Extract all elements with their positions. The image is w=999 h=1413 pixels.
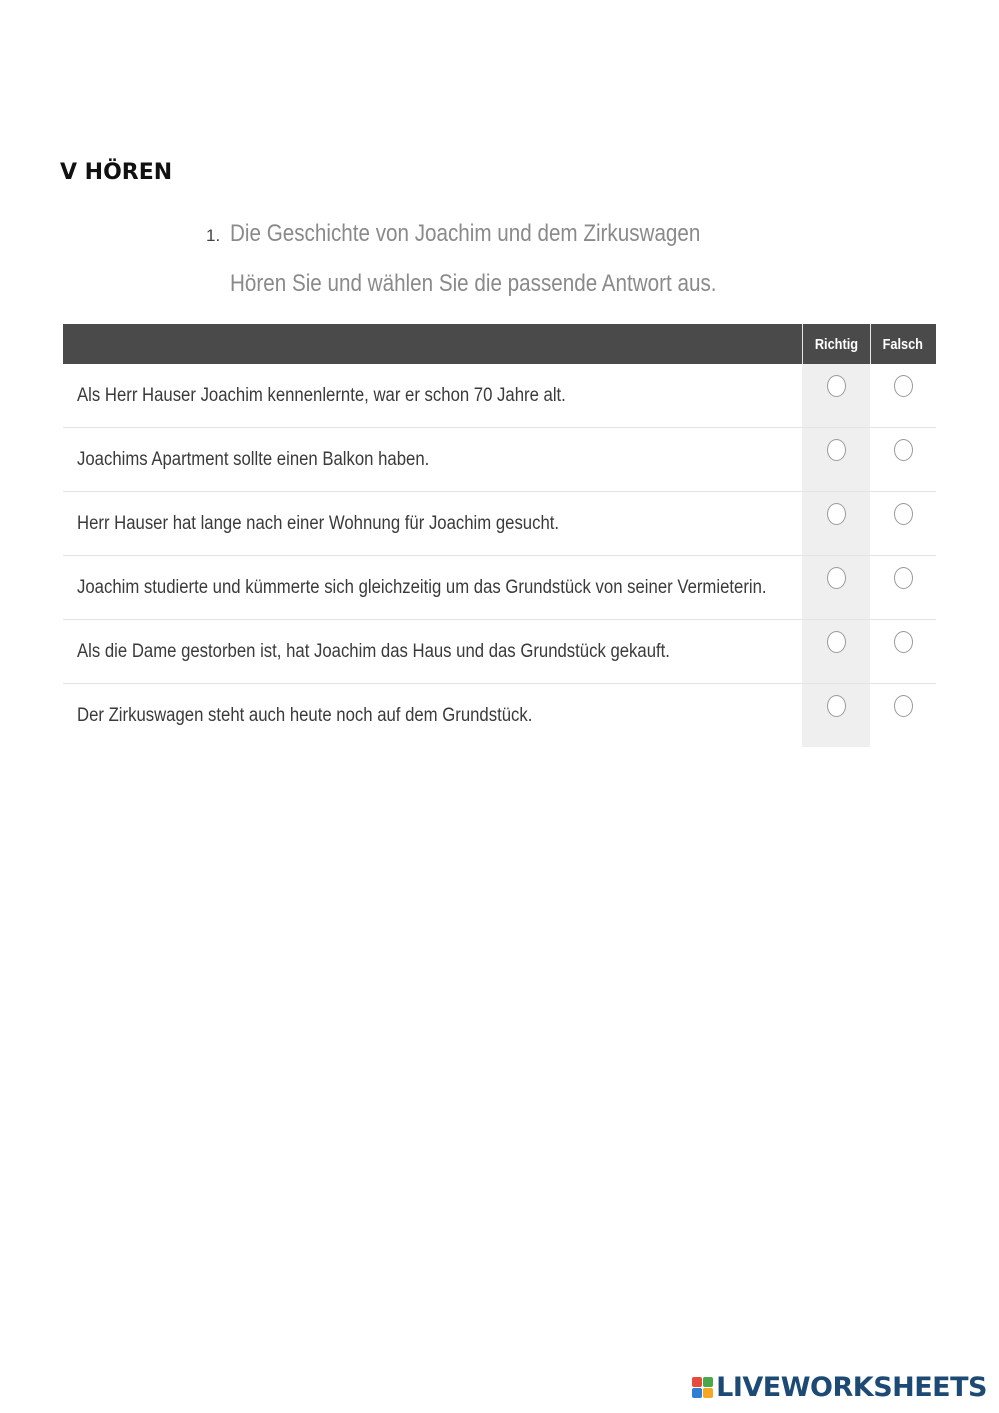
falsch-radio[interactable]: [894, 439, 913, 461]
logo-square: [703, 1377, 713, 1387]
liveworksheets-logo: [692, 1372, 987, 1403]
question-text: Joachims Apartment sollte einen Balkon haben.: [77, 448, 430, 470]
falsch-radio[interactable]: [894, 503, 913, 525]
richtig-radio[interactable]: [827, 375, 846, 397]
falsch-radio[interactable]: [894, 695, 913, 717]
task-instruction: Hören Sie und wählen Sie die passende Antwort aus.: [230, 270, 717, 297]
falsch-radio[interactable]: [894, 375, 913, 397]
logo-square: [703, 1388, 713, 1398]
richtig-cell: [802, 492, 870, 556]
richtig-radio[interactable]: [827, 631, 846, 653]
logo-square: [692, 1388, 702, 1398]
table-row: [63, 620, 936, 684]
header-falsch-label: Falsch: [883, 335, 924, 353]
falsch-cell: [870, 556, 936, 620]
richtig-radio[interactable]: [827, 503, 846, 525]
falsch-radio[interactable]: [894, 631, 913, 653]
question-text: Der Zirkuswagen steht auch heute noch auf dem Grundstück.: [77, 704, 533, 726]
header-falsch: [870, 324, 936, 364]
task-title: Die Geschichte von Joachim und dem Zirkuswagen: [230, 220, 701, 247]
richtig-cell: [802, 684, 870, 748]
logo-square: [692, 1377, 702, 1387]
header-richtig-label: Richtig: [814, 335, 858, 353]
falsch-cell: [870, 684, 936, 748]
richtig-cell: [802, 620, 870, 684]
section-title: V HÖREN: [60, 160, 173, 185]
table-row: [63, 684, 936, 748]
falsch-cell: [870, 428, 936, 492]
header-richtig: [802, 324, 870, 364]
question-text: Joachim studierte und kümmerte sich gleichzeitig um das Grundstück von seiner Vermieterin.: [77, 576, 767, 598]
task-number: 1.: [206, 226, 221, 245]
falsch-radio[interactable]: [894, 567, 913, 589]
richtig-radio[interactable]: [827, 695, 846, 717]
table-row: [63, 492, 936, 556]
table-body: [63, 364, 936, 747]
liveworksheets-icon: [692, 1377, 713, 1398]
header-question: [63, 324, 802, 364]
question-text: Als Herr Hauser Joachim kennenlernte, war er schon 70 Jahre alt.: [77, 384, 566, 406]
question-text: Als die Dame gestorben ist, hat Joachim das Haus und das Grundstück gekauft.: [77, 640, 670, 662]
question-cell: [63, 364, 802, 428]
question-cell: [63, 620, 802, 684]
richtig-cell: [802, 364, 870, 428]
table-header-row: [63, 324, 936, 364]
question-cell: [63, 492, 802, 556]
task-header: [206, 220, 796, 298]
table-row: [63, 556, 936, 620]
richtig-radio[interactable]: [827, 439, 846, 461]
question-cell: [63, 684, 802, 748]
falsch-cell: [870, 620, 936, 684]
true-false-table: [63, 324, 936, 747]
question-cell: [63, 556, 802, 620]
richtig-cell: [802, 428, 870, 492]
richtig-radio[interactable]: [827, 567, 846, 589]
table-row: [63, 364, 936, 428]
question-text: Herr Hauser hat lange nach einer Wohnung für Joachim gesucht.: [77, 512, 560, 534]
table-row: [63, 428, 936, 492]
brand-name: LIVEWORKSHEETS: [716, 1372, 987, 1403]
falsch-cell: [870, 492, 936, 556]
falsch-cell: [870, 364, 936, 428]
question-cell: [63, 428, 802, 492]
